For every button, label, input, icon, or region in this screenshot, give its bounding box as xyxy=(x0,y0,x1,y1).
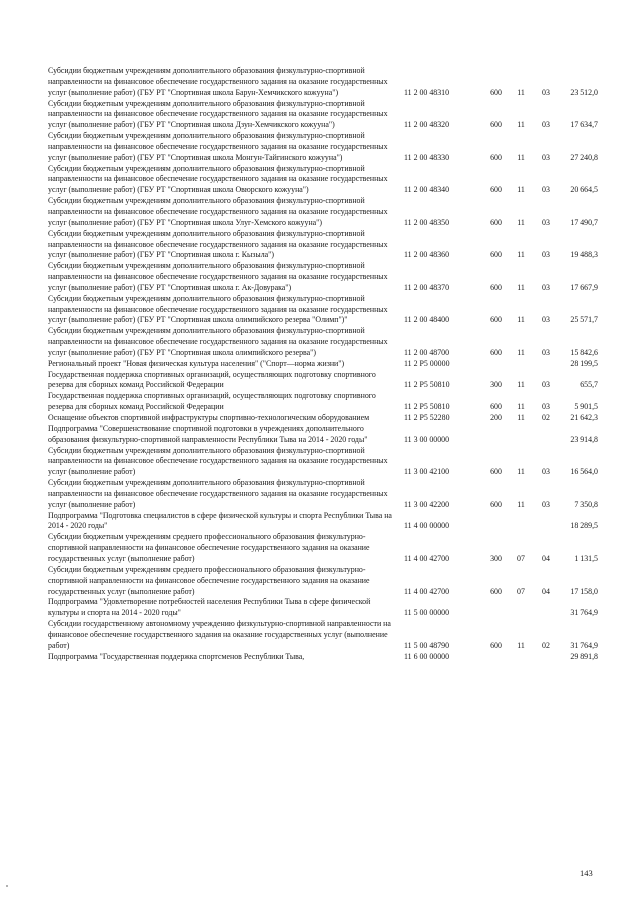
row-description: Подпрограмма "Удовлетворение потребностей населения Республики Тыва в сфере физической культуры и спорта на 2014 - 2020 годы" xyxy=(48,597,371,618)
row-section xyxy=(510,652,532,663)
row-expense-type: 300 xyxy=(490,553,502,563)
row-subsection: 03 xyxy=(542,402,550,412)
row-amount: 17 490,7 xyxy=(570,217,598,227)
row-description: Подпрограмма "Подготовка специалистов в сфере физической культуры и спорта Республики Тыва на 2014 - 2020 годы" xyxy=(48,510,392,531)
table-row xyxy=(48,99,598,132)
row-target-code: 11 4 00 42700 xyxy=(404,586,450,596)
row-description: Подпрограмма "Государственная поддержка спортсменов Республики Тыва, xyxy=(48,651,305,661)
row-target-code: 11 2 00 48370 xyxy=(404,282,450,292)
row-amount: 31 764,9 xyxy=(570,608,598,618)
row-expense-type: 600 xyxy=(490,640,502,650)
row-subsection: 03 xyxy=(542,467,550,477)
row-description: Субсидии государственному автономному учреждению физкультурно-спортивной направленности на финансовое обеспечение государственного задания на оказание государственных услуг (выполнение работ) xyxy=(48,619,391,650)
row-description: Государственная поддержка спортивных организаций, осуществляющих подготовку спортивного резерва для сборных команд Российской Федерации xyxy=(48,391,376,412)
row-description: Государственная поддержка спортивных организаций, осуществляющих подготовку спортивного резерва для сборных команд Российской Федерации xyxy=(48,369,376,390)
row-expense-type: 600 xyxy=(490,347,502,357)
table-row xyxy=(48,597,598,619)
row-amount: 23 914,8 xyxy=(570,434,598,444)
row-target-code: 11 3 00 42200 xyxy=(404,499,450,509)
budget-table xyxy=(48,66,598,662)
row-amount: 5 901,5 xyxy=(574,402,598,412)
row-expense-type: 600 xyxy=(490,120,502,130)
table-row xyxy=(48,370,598,392)
row-section xyxy=(510,359,532,370)
row-amount: 7 350,8 xyxy=(574,499,598,509)
row-target-code: 11 2 00 48340 xyxy=(404,185,450,195)
table-row xyxy=(48,359,598,370)
row-target-code: 11 2 P5 50810 xyxy=(404,402,450,412)
row-description: Субсидии бюджетным учреждениям дополнительного образования физкультурно-спортивной направленности на финансовое обеспечение государственного задания на оказание государственных услуг (выполнение работ) xyxy=(48,445,388,477)
table-row xyxy=(48,164,598,197)
row-subsection: 02 xyxy=(542,413,550,422)
row-expense-type: 600 xyxy=(490,467,502,477)
row-target-code: 11 6 00 00000 xyxy=(404,651,450,661)
row-section: 11 xyxy=(517,87,525,97)
row-description: Субсидии бюджетным учреждениям среднего профессионального образования физкультурно-спортивной направленности на финансовое обеспечение государственного задания на оказание государственных услуг (выполнение работ) xyxy=(48,564,370,596)
row-subsection: 03 xyxy=(542,250,550,260)
row-amount: 17 158,0 xyxy=(570,586,598,596)
row-subsection: 04 xyxy=(542,586,550,596)
row-section: 11 xyxy=(517,282,525,292)
row-section: 07 xyxy=(517,553,525,563)
table-row xyxy=(48,424,598,446)
row-subsection: 03 xyxy=(542,499,550,509)
row-description: Субсидии бюджетным учреждениям дополнительного образования физкультурно-спортивной направленности на финансовое обеспечение государственного задания на оказание государственных услуг (выполнение работ) (ГБУ РТ "Спортивная школа Монгун-Тайгинского кожууна") xyxy=(48,131,388,162)
row-amount: 655,7 xyxy=(580,380,598,390)
table-row xyxy=(48,66,598,99)
row-amount: 25 571,7 xyxy=(570,315,598,325)
row-target-code: 11 3 00 00000 xyxy=(404,434,450,444)
table-row xyxy=(48,326,598,359)
budget-table-body xyxy=(48,66,598,662)
row-target-code: 11 2 00 48360 xyxy=(404,250,450,260)
row-target-code: 11 3 00 42100 xyxy=(404,467,450,477)
row-amount: 21 642,3 xyxy=(570,413,598,422)
row-section: 11 xyxy=(517,315,525,325)
row-subsection: 04 xyxy=(542,553,550,563)
row-subsection: 03 xyxy=(542,120,550,130)
row-expense-type: 600 xyxy=(490,250,502,260)
row-section: 11 xyxy=(517,467,525,477)
row-description: Региональный проект "Новая физическая культура населения" ("Спорт—норма жизни") xyxy=(48,358,345,368)
row-description: Оснащение объектов спортивной инфраструктуры спортивно-технологическим оборудованием xyxy=(48,413,370,422)
row-amount: 28 199,5 xyxy=(570,358,598,368)
row-expense-type xyxy=(482,424,510,446)
row-expense-type xyxy=(482,597,510,619)
table-row xyxy=(48,413,598,424)
row-section: 11 xyxy=(517,185,525,195)
row-subsection xyxy=(532,359,560,370)
row-section: 11 xyxy=(517,499,525,509)
row-amount: 15 842,6 xyxy=(570,347,598,357)
row-section: 11 xyxy=(517,402,525,412)
table-row xyxy=(48,261,598,294)
row-amount: 23 512,0 xyxy=(570,87,598,97)
row-description: Субсидии бюджетным учреждениям дополнительного образования физкультурно-спортивной направленности на финансовое обеспечение государственного задания на оказание государственных услуг (выполнение работ) (ГБУ РТ "Спортивная школа олимпийского резерва "Олимп")" xyxy=(48,293,388,325)
table-row xyxy=(48,565,598,598)
table-row xyxy=(48,446,598,479)
row-expense-type xyxy=(482,511,510,533)
row-description: Субсидии бюджетным учреждениям дополнительного образования физкультурно-спортивной направленности на финансовое обеспечение государственного задания на оказание государственных услуг (выполнение работ) (ГБУ РТ "Спортивная школа г. Ак-Довурака") xyxy=(48,261,388,292)
row-description: Субсидии бюджетным учреждениям дополнительного образования физкультурно-спортивной направленности на финансовое обеспечение государственного задания на оказание государственных услуг (выполнение работ) (ГБУ РТ "Спортивная школа Барун-Хемчикского кожууна") xyxy=(48,66,388,97)
row-target-code: 11 5 00 48790 xyxy=(404,640,450,650)
row-expense-type: 600 xyxy=(490,217,502,227)
row-description: Субсидии бюджетным учреждениям дополнительного образования физкультурно-спортивной направленности на финансовое обеспечение государственного задания на оказание государственных услуг (выполнение работ) xyxy=(48,478,388,509)
row-section xyxy=(510,511,532,533)
row-expense-type: 600 xyxy=(490,586,502,596)
page-number: 143 xyxy=(580,868,593,878)
row-expense-type: 200 xyxy=(490,413,502,422)
row-section: 07 xyxy=(517,586,525,596)
row-target-code: 11 4 00 42700 xyxy=(404,553,450,563)
row-subsection: 02 xyxy=(542,640,550,650)
row-subsection: 03 xyxy=(542,380,550,390)
row-section: 11 xyxy=(517,640,525,650)
row-subsection xyxy=(532,511,560,533)
row-section: 11 xyxy=(517,152,525,162)
table-row xyxy=(48,294,598,327)
row-description: Субсидии бюджетным учреждениям дополнительного образования физкультурно-спортивной направленности на финансовое обеспечение государственного задания на оказание государственных услуг (выполнение работ) (ГБУ РТ "Спортивная школа Дзун-Хемчикского кожууна") xyxy=(48,98,388,130)
row-section xyxy=(510,424,532,446)
row-target-code: 11 4 00 00000 xyxy=(404,521,450,531)
row-amount: 20 664,5 xyxy=(570,185,598,195)
row-subsection: 03 xyxy=(542,347,550,357)
row-subsection xyxy=(532,597,560,619)
row-section: 11 xyxy=(517,347,525,357)
row-expense-type: 600 xyxy=(490,185,502,195)
table-row xyxy=(48,532,598,565)
row-expense-type: 600 xyxy=(490,87,502,97)
table-row xyxy=(48,511,598,533)
row-expense-type: 600 xyxy=(490,282,502,292)
row-target-code: 11 2 00 48700 xyxy=(404,347,450,357)
table-row xyxy=(48,229,598,262)
row-subsection: 03 xyxy=(542,152,550,162)
row-amount: 18 289,5 xyxy=(570,521,598,531)
table-row xyxy=(48,131,598,164)
row-subsection: 03 xyxy=(542,87,550,97)
row-target-code: 11 2 00 48400 xyxy=(404,315,450,325)
row-subsection xyxy=(532,424,560,446)
row-subsection: 03 xyxy=(542,282,550,292)
row-expense-type: 600 xyxy=(490,402,502,412)
row-section: 11 xyxy=(517,120,525,130)
row-description: Подпрограмма "Совершенствование спортивной подготовки в учреждениях дополнительного образования физкультурно-спортивной направленности Республики Тыва на 2014 - 2020 годы" xyxy=(48,423,368,444)
table-row xyxy=(48,391,598,413)
table-row xyxy=(48,478,598,511)
row-target-code: 11 2 P5 00000 xyxy=(404,358,450,368)
row-description: Субсидии бюджетным учреждениям дополнительного образования физкультурно-спортивной направленности на финансовое обеспечение государственного задания на оказание государственных услуг (выполнение работ) (ГБУ РТ "Спортивная школа олимпийского резерва") xyxy=(48,326,388,357)
row-subsection xyxy=(532,652,560,663)
table-row xyxy=(48,652,598,663)
row-expense-type xyxy=(482,359,510,370)
table-row xyxy=(48,619,598,652)
row-description: Субсидии бюджетным учреждениям среднего профессионального образования физкультурно-спортивной направленности на финансовое обеспечение государственного задания на оказание государственных услуг (выполнение работ) xyxy=(48,532,370,563)
row-subsection: 03 xyxy=(542,217,550,227)
row-section: 11 xyxy=(517,413,525,422)
row-target-code: 11 2 00 48330 xyxy=(404,152,450,162)
row-description: Субсидии бюджетным учреждениям дополнительного образования физкультурно-спортивной направленности на финансовое обеспечение государственного задания на оказание государственных услуг (выполнение работ) (ГБУ РТ "Спортивная школа г. Кызыла") xyxy=(48,228,388,260)
table-row xyxy=(48,196,598,229)
row-description: Субсидии бюджетным учреждениям дополнительного образования физкультурно-спортивной направленности на финансовое обеспечение государственного задания на оказание государственных услуг (выполнение работ) (ГБУ РТ "Спортивная школа Улуг-Хемского кожууна") xyxy=(48,196,388,227)
row-subsection: 03 xyxy=(542,315,550,325)
row-expense-type: 600 xyxy=(490,499,502,509)
row-expense-type xyxy=(482,652,510,663)
row-amount: 1 131,5 xyxy=(574,553,598,563)
row-expense-type: 600 xyxy=(490,315,502,325)
row-amount: 29 891,8 xyxy=(570,651,598,661)
row-section xyxy=(510,597,532,619)
margin-dot xyxy=(6,885,8,887)
row-target-code: 11 5 00 00000 xyxy=(404,608,450,618)
row-amount: 27 240,8 xyxy=(570,152,598,162)
row-amount: 19 488,3 xyxy=(570,250,598,260)
row-target-code: 11 2 00 48350 xyxy=(404,217,450,227)
row-description: Субсидии бюджетным учреждениям дополнительного образования физкультурно-спортивной направленности на финансовое обеспечение государственного задания на оказание государственных услуг (выполнение работ) (ГБУ РТ "Спортивная школа Овюрского кожууна") xyxy=(48,163,388,195)
row-amount: 31 764,9 xyxy=(570,640,598,650)
row-amount: 16 564,0 xyxy=(570,467,598,477)
row-amount: 17 667,9 xyxy=(570,282,598,292)
row-section: 11 xyxy=(517,217,525,227)
row-section: 11 xyxy=(517,380,525,390)
row-subsection: 03 xyxy=(542,185,550,195)
row-section: 11 xyxy=(517,250,525,260)
row-expense-type: 300 xyxy=(490,380,502,390)
row-target-code: 11 2 P5 52280 xyxy=(404,413,450,422)
row-target-code: 11 2 00 48320 xyxy=(404,120,450,130)
row-expense-type: 600 xyxy=(490,152,502,162)
row-target-code: 11 2 P5 50810 xyxy=(404,380,450,390)
row-target-code: 11 2 00 48310 xyxy=(404,87,450,97)
row-amount: 17 634,7 xyxy=(570,120,598,130)
